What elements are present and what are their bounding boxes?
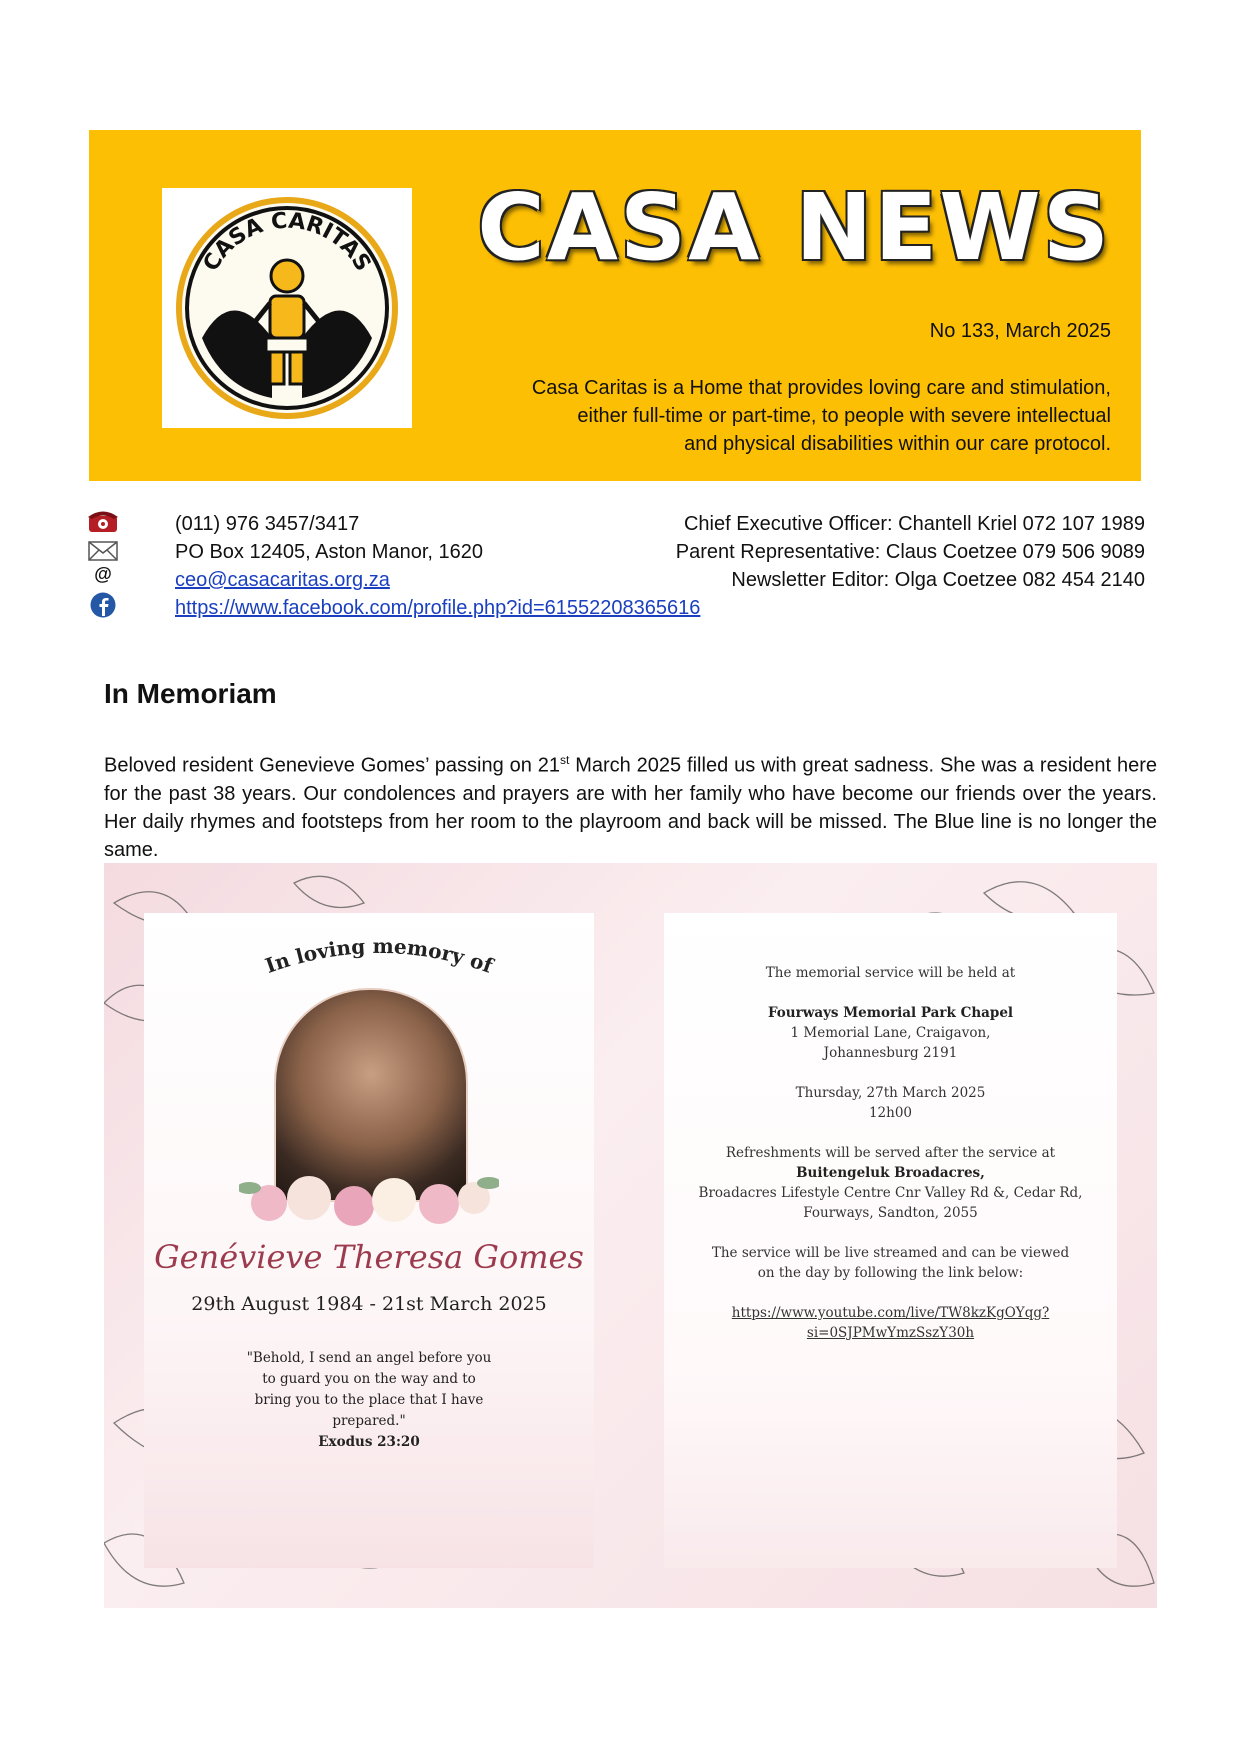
verse-line: "Behold, I send an angel before you [246,1350,492,1366]
header-banner [89,130,1141,481]
issue-number: No 133, March 2025 [929,320,1111,342]
refreshments-address: Fourways, Sandton, 2055 [803,1205,978,1221]
ceo-contact: Chief Executive Officer: Chantell Kriel 072 107 1989 [683,513,1145,535]
service-time: 12h00 [868,1105,913,1121]
venue-name: Fourways Memorial Park Chapel [767,1005,1014,1021]
stream-note: The service will be live streamed and can be viewed [711,1245,1070,1261]
svg-text:CASA CARITAS: CASA CARITAS [198,208,376,276]
venue-address: Johannesburg 2191 [823,1045,958,1061]
rose-garland [239,1158,499,1238]
loving-memory-heading [234,928,524,988]
life-dates: 29th August 1984 - 21st March 2025 [191,1293,547,1315]
verse-line: bring you to the place that I have [254,1392,484,1408]
postal-address: PO Box 12405, Aston Manor, 1620 [175,541,483,563]
stream-note: on the day by following the link below: [757,1265,1024,1281]
contact-details [175,510,700,622]
refreshments-intro: Refreshments will be served after the service at [725,1145,1056,1161]
section-heading: In Memoriam [104,678,277,709]
ordinal-suffix: st [559,753,570,767]
at-sign-icon: @ [94,564,112,584]
svg-text:In loving memory of: In loving memory of [262,933,496,978]
tagline-line: either full-time or part-time, to people with severe intellectual [577,405,1111,427]
verse-line: prepared." [332,1413,406,1429]
tagline [491,374,1111,458]
refreshments-venue: Buitengeluk Broadacres, [796,1165,985,1181]
tagline-line: and physical disabilities within our care protocol. [684,433,1111,455]
memorial-card-image [104,863,1157,1608]
verse-reference: Exodus 23:20 [318,1434,420,1450]
facebook-icon [86,592,120,618]
youtube-link: https://www.youtube.com/live/TW8kzKgOYqg? [731,1305,1050,1321]
phone-number: (011) 976 3457/3417 [175,513,360,535]
service-date: Thursday, 27th March 2025 [795,1085,986,1101]
paragraph-text: Beloved resident Genevieve Gomes’ passing on 21 [104,754,560,777]
parent-rep-contact: Parent Representative: Claus Coetzee 079 506 9089 [675,541,1145,563]
editor-contact: Newsletter Editor: Olga Coetzee 082 454 2140 [731,569,1145,591]
envelope-icon [86,538,120,564]
service-details [664,963,1117,1363]
newsletter-title: CASA NEWS [477,174,1111,281]
paragraph-text: March 2025 filled us with great sadness. She was a resident here for the past 38 years. Our condolences and prayers are with her family who have become our friends over the years. Her daily rhymes and footsteps from her room to the playroom and back will be missed. The Blue line is no longer the same. [104,754,1157,861]
staff-contacts [676,510,1145,594]
email-link[interactable]: ceo@casacaritas.org.za [175,569,390,591]
refreshments-address: Broadacres Lifestyle Centre Cnr Valley Rd &, Cedar Rd, [698,1185,1083,1201]
memoriam-paragraph [104,746,1157,864]
venue-address: 1 Memorial Lane, Craigavon, [790,1025,991,1041]
service-intro: The memorial service will be held at [765,965,1016,981]
casa-caritas-logo [162,188,412,428]
facebook-link[interactable]: https://www.facebook.com/profile.php?id=61552208365616 [175,597,701,619]
deceased-name: Genévieve Theresa Gomes [154,1238,584,1276]
telephone-icon [86,508,120,534]
youtube-link: si=0SJPMwYmzSszY30h [806,1325,975,1341]
tagline-line: Casa Caritas is a Home that provides loving care and stimulation, [531,377,1111,399]
bible-verse [144,1348,594,1453]
verse-line: to guard you on the way and to [262,1371,476,1387]
